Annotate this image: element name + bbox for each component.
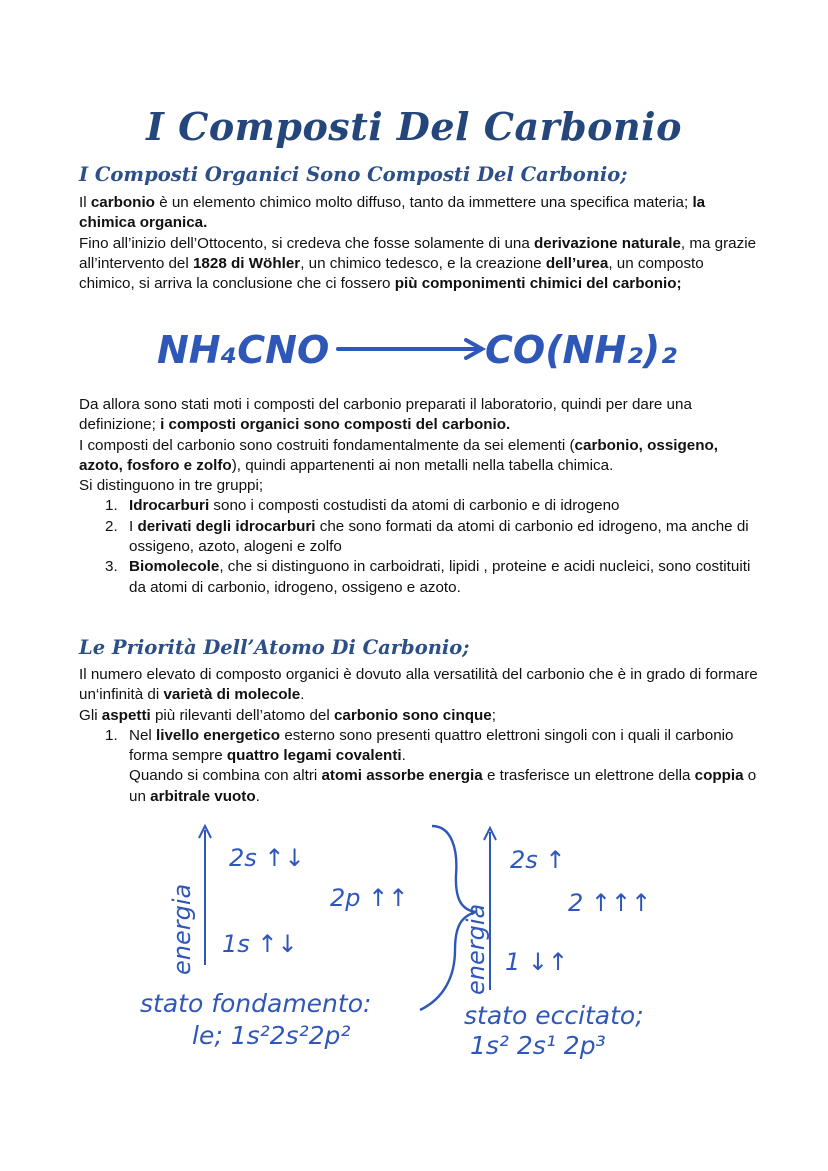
paragraph-versatility: Il numero elevato di composto organici è dovuto alla versatilità del carbonio che è in grado di formare un‘infinità di varietà di molecole. [79,666,758,704]
list-item: 3. Biomolecole, che si distinguono in carboidrati, lipidi , proteine e acidi nucleici, sono costituiti da atomi di carbonio, idrogeno, ossigeno e azoto. [105,558,751,596]
product-formula: CO(NH₂)₂ [485,328,677,372]
paragraph-groups: Si distinguono in tre gruppi; [79,477,264,495]
excited-2p-level: 2 ↑↑↑ [568,889,652,917]
ground-2p-level: 2p ↑↑ [330,884,409,912]
list-item: 1. Nel livello energetico esterno sono presenti quattro elettroni singoli con i quali il carbonio forma sempre quattro legami covalenti. Quando si combina con altri atomi assorbe energia e trasferisce un elettrone della coppia o un arbitrale vuoto. [105,726,757,805]
energy-axis-label: energia [462,903,490,995]
paragraph-carbonio: Il carbonio è un elemento chimico molto diffuso, tanto da immettere una specifica materia; la chimica organica. [79,194,706,232]
ground-state-caption: stato fondamento: [140,989,372,1018]
excited-1s-level: 1 ↓↑ [505,948,569,976]
list-item: 2. I derivati degli idrocarburi che sono formati da atomi di carbonio ed idrogeno, ma anche di ossigeno, azoto, alogeni e zolfo [105,517,749,556]
section2-heading: Le Priorità Dell’Atomo Di Carbonio; [79,636,470,659]
list-item: 1. Idrocarburi sono i composti costudisti da atomi di carbonio e di idrogeno [105,497,620,515]
ground-1s-level: 1s ↑↓ [222,930,298,958]
excited-2s-level: 2s ↑ [510,846,566,874]
paragraph-wohler: Fino all’inizio dell’Ottocento, si credeva che fosse solamente di una derivazione naturale, ma grazie all’intervento del 1828 di Wöhler, un chimico tedesco, e la creazione dell’urea, un composto chimico, si arriva la conclusione che ci fossero più componimenti chimici del carbonio; [79,234,757,293]
reactant-formula: NH₄CNO [157,328,330,372]
paragraph-aspects: Gli aspetti più rilevanti dell’atomo del carbonio sono cinque; [79,706,496,724]
paragraph-elements: I composti del carbonio sono costruiti fondamentalmente da sei elementi (carbonio, ossigeno, azoto, fosforo e zolfo), quindi appartenenti ai non metalli nella tabella chimica. [79,436,719,474]
page-title: I Composti Del Carbonio [146,104,682,149]
section1-heading: I Composti Organici Sono Composti Del Carbonio; [79,163,628,186]
ground-state-configuration: le; 1s²2s²2p² [192,1021,351,1050]
excited-state-configuration: 1s² 2s¹ 2p³ [470,1031,606,1060]
ground-2s-level: 2s ↑↓ [229,844,305,872]
energy-axis-label: energia [168,883,196,975]
excited-state-caption: stato eccitato; [464,1001,644,1030]
paragraph-definition: Da allora sono stati moti i composti del carbonio preparati il laboratorio, quindi per dare una definizione; i composti organici sono composti del carbonio. [79,396,692,434]
